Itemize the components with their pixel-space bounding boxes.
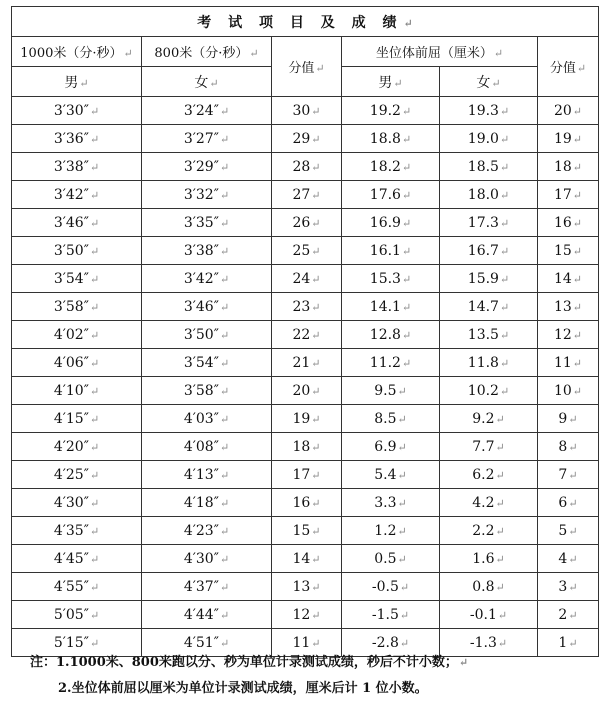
notes bbox=[30, 650, 468, 702]
cell-sit-reach-female: 16.7↵ bbox=[440, 237, 538, 265]
cell-score: 14↵ bbox=[272, 545, 342, 573]
cell-score: 13↵ bbox=[272, 573, 342, 601]
table-row bbox=[12, 97, 599, 125]
header-1000m: 1000米（分·秒）↵ bbox=[12, 37, 142, 67]
cell-score-2: 10↵ bbox=[538, 377, 599, 405]
cell-sit-reach-male: 17.6↵ bbox=[342, 181, 440, 209]
cell-1000m-male: 4′20″↵ bbox=[12, 433, 142, 461]
cell-score: 24↵ bbox=[272, 265, 342, 293]
cell-sit-reach-male: 16.9↵ bbox=[342, 209, 440, 237]
cell-800m-female: 3′54″↵ bbox=[142, 349, 272, 377]
cell-sit-reach-female: 9.2↵ bbox=[440, 405, 538, 433]
cell-sit-reach-male: 18.8↵ bbox=[342, 125, 440, 153]
cell-sit-reach-female: 18.0↵ bbox=[440, 181, 538, 209]
table-row bbox=[12, 601, 599, 629]
cell-800m-female: 3′27″↵ bbox=[142, 125, 272, 153]
cell-score: 17↵ bbox=[272, 461, 342, 489]
score-table bbox=[11, 6, 599, 657]
cell-sit-reach-female: 10.2↵ bbox=[440, 377, 538, 405]
cell-800m-female: 4′18″↵ bbox=[142, 489, 272, 517]
cell-score-2: 15↵ bbox=[538, 237, 599, 265]
cell-1000m-male: 5′05″↵ bbox=[12, 601, 142, 629]
cell-sit-reach-male: -1.5↵ bbox=[342, 601, 440, 629]
cell-sit-reach-female: 18.5↵ bbox=[440, 153, 538, 181]
cell-score: 21↵ bbox=[272, 349, 342, 377]
cell-score: 26↵ bbox=[272, 209, 342, 237]
cell-score: 27↵ bbox=[272, 181, 342, 209]
cell-sit-reach-female: 17.3↵ bbox=[440, 209, 538, 237]
cell-1000m-male: 3′58″↵ bbox=[12, 293, 142, 321]
note-line-2: 2.坐位体前屈以厘米为单位计录测试成绩，厘米后计 1 位小数。 bbox=[58, 681, 428, 696]
note-line-1: 注：1.1000米、800米跑以分、秒为单位计录测试成绩，秒后不计小数；↵ bbox=[30, 655, 469, 670]
cell-1000m-male: 3′46″↵ bbox=[12, 209, 142, 237]
cell-sit-reach-male: 16.1↵ bbox=[342, 237, 440, 265]
cell-score: 29↵ bbox=[272, 125, 342, 153]
cell-score-2: 13↵ bbox=[538, 293, 599, 321]
cell-score-2: 5↵ bbox=[538, 517, 599, 545]
cell-1000m-male: 5′15″↵ bbox=[12, 629, 142, 657]
header-sit-reach: 坐位体前屈（厘米）↵ bbox=[342, 37, 538, 67]
cell-sit-reach-male: 9.5↵ bbox=[342, 377, 440, 405]
cell-sit-reach-female: 0.8↵ bbox=[440, 573, 538, 601]
cell-sit-reach-male: 6.9↵ bbox=[342, 433, 440, 461]
table-row bbox=[12, 293, 599, 321]
cell-1000m-male: 3′38″↵ bbox=[12, 153, 142, 181]
cell-score-2: 16↵ bbox=[538, 209, 599, 237]
cell-sit-reach-female: 14.7↵ bbox=[440, 293, 538, 321]
table-title: 考 试 项 目 及 成 绩↵ bbox=[12, 7, 599, 37]
table-row bbox=[12, 545, 599, 573]
cell-sit-reach-male: 11.2↵ bbox=[342, 349, 440, 377]
cell-sit-reach-male: -0.5↵ bbox=[342, 573, 440, 601]
cell-sit-reach-female: 19.3↵ bbox=[440, 97, 538, 125]
cell-sit-reach-female: 7.7↵ bbox=[440, 433, 538, 461]
cell-score-2: 11↵ bbox=[538, 349, 599, 377]
cell-score: 22↵ bbox=[272, 321, 342, 349]
header-male: 男↵ bbox=[12, 67, 142, 97]
cell-1000m-male: 3′42″↵ bbox=[12, 181, 142, 209]
table-row bbox=[12, 489, 599, 517]
cell-sit-reach-female: -1.3↵ bbox=[440, 629, 538, 657]
cell-sit-reach-male: 12.8↵ bbox=[342, 321, 440, 349]
cell-sit-reach-male: 19.2↵ bbox=[342, 97, 440, 125]
header-female-2: 女↵ bbox=[440, 67, 538, 97]
cell-800m-female: 4′23″↵ bbox=[142, 517, 272, 545]
cell-sit-reach-male: -2.8↵ bbox=[342, 629, 440, 657]
cell-sit-reach-male: 15.3↵ bbox=[342, 265, 440, 293]
cell-1000m-male: 3′54″↵ bbox=[12, 265, 142, 293]
table-body bbox=[12, 97, 599, 657]
table-row bbox=[12, 517, 599, 545]
cell-800m-female: 3′32″↵ bbox=[142, 181, 272, 209]
cell-sit-reach-female: -0.1↵ bbox=[440, 601, 538, 629]
cell-score-2: 19↵ bbox=[538, 125, 599, 153]
cell-sit-reach-male: 3.3↵ bbox=[342, 489, 440, 517]
cell-score-2: 3↵ bbox=[538, 573, 599, 601]
cell-score-2: 8↵ bbox=[538, 433, 599, 461]
header-score: 分值↵ bbox=[272, 37, 342, 97]
cell-sit-reach-female: 11.8↵ bbox=[440, 349, 538, 377]
table-title-row bbox=[12, 7, 599, 37]
cell-sit-reach-male: 18.2↵ bbox=[342, 153, 440, 181]
cell-score-2: 7↵ bbox=[538, 461, 599, 489]
cell-800m-female: 3′35″↵ bbox=[142, 209, 272, 237]
table-row bbox=[12, 433, 599, 461]
cell-score: 20↵ bbox=[272, 377, 342, 405]
table-row bbox=[12, 573, 599, 601]
cell-score-2: 12↵ bbox=[538, 321, 599, 349]
cell-sit-reach-female: 13.5↵ bbox=[440, 321, 538, 349]
cell-800m-female: 3′42″↵ bbox=[142, 265, 272, 293]
table-row bbox=[12, 377, 599, 405]
cell-score-2: 20↵ bbox=[538, 97, 599, 125]
cell-sit-reach-female: 19.0↵ bbox=[440, 125, 538, 153]
cell-score: 18↵ bbox=[272, 433, 342, 461]
cell-score-2: 17↵ bbox=[538, 181, 599, 209]
header-row-1 bbox=[12, 37, 599, 67]
cell-800m-female: 3′24″↵ bbox=[142, 97, 272, 125]
cell-score: 28↵ bbox=[272, 153, 342, 181]
table-row bbox=[12, 125, 599, 153]
cell-800m-female: 3′38″↵ bbox=[142, 237, 272, 265]
table-row bbox=[12, 321, 599, 349]
cell-1000m-male: 3′36″↵ bbox=[12, 125, 142, 153]
cell-sit-reach-female: 6.2↵ bbox=[440, 461, 538, 489]
table-row bbox=[12, 153, 599, 181]
cell-sit-reach-male: 1.2↵ bbox=[342, 517, 440, 545]
cell-sit-reach-female: 4.2↵ bbox=[440, 489, 538, 517]
cell-1000m-male: 4′25″↵ bbox=[12, 461, 142, 489]
cell-1000m-male: 4′06″↵ bbox=[12, 349, 142, 377]
cell-1000m-male: 3′30″↵ bbox=[12, 97, 142, 125]
cell-sit-reach-female: 15.9↵ bbox=[440, 265, 538, 293]
cell-800m-female: 3′50″↵ bbox=[142, 321, 272, 349]
header-female: 女↵ bbox=[142, 67, 272, 97]
cell-score: 23↵ bbox=[272, 293, 342, 321]
cell-800m-female: 3′46″↵ bbox=[142, 293, 272, 321]
cell-1000m-male: 4′30″↵ bbox=[12, 489, 142, 517]
cell-score-2: 1↵ bbox=[538, 629, 599, 657]
cell-800m-female: 4′08″↵ bbox=[142, 433, 272, 461]
cell-sit-reach-male: 14.1↵ bbox=[342, 293, 440, 321]
table-row bbox=[12, 181, 599, 209]
table-row bbox=[12, 209, 599, 237]
cell-score-2: 18↵ bbox=[538, 153, 599, 181]
cell-sit-reach-female: 2.2↵ bbox=[440, 517, 538, 545]
cell-800m-female: 4′44″↵ bbox=[142, 601, 272, 629]
cell-score-2: 14↵ bbox=[538, 265, 599, 293]
table-row bbox=[12, 265, 599, 293]
cell-score-2: 4↵ bbox=[538, 545, 599, 573]
cell-1000m-male: 4′02″↵ bbox=[12, 321, 142, 349]
cell-score-2: 6↵ bbox=[538, 489, 599, 517]
cell-1000m-male: 4′35″↵ bbox=[12, 517, 142, 545]
cell-sit-reach-male: 8.5↵ bbox=[342, 405, 440, 433]
cell-800m-female: 4′13″↵ bbox=[142, 461, 272, 489]
cell-1000m-male: 3′50″↵ bbox=[12, 237, 142, 265]
cell-sit-reach-male: 0.5↵ bbox=[342, 545, 440, 573]
cell-800m-female: 4′03″↵ bbox=[142, 405, 272, 433]
cell-800m-female: 4′51″↵ bbox=[142, 629, 272, 657]
header-800m: 800米（分·秒）↵ bbox=[142, 37, 272, 67]
cell-score-2: 9↵ bbox=[538, 405, 599, 433]
header-score-2: 分值↵ bbox=[538, 37, 599, 97]
cell-score: 15↵ bbox=[272, 517, 342, 545]
cell-800m-female: 3′29″↵ bbox=[142, 153, 272, 181]
header-male-2: 男↵ bbox=[342, 67, 440, 97]
cell-1000m-male: 4′45″↵ bbox=[12, 545, 142, 573]
table-row bbox=[12, 405, 599, 433]
cell-800m-female: 4′30″↵ bbox=[142, 545, 272, 573]
cell-1000m-male: 4′15″↵ bbox=[12, 405, 142, 433]
table-row bbox=[12, 461, 599, 489]
cell-score: 25↵ bbox=[272, 237, 342, 265]
cell-sit-reach-female: 1.6↵ bbox=[440, 545, 538, 573]
cell-1000m-male: 4′55″↵ bbox=[12, 573, 142, 601]
table-row bbox=[12, 349, 599, 377]
cell-score: 11↵ bbox=[272, 629, 342, 657]
cell-score-2: 2↵ bbox=[538, 601, 599, 629]
cell-score: 12↵ bbox=[272, 601, 342, 629]
cell-sit-reach-male: 5.4↵ bbox=[342, 461, 440, 489]
cell-800m-female: 3′58″↵ bbox=[142, 377, 272, 405]
cell-score: 16↵ bbox=[272, 489, 342, 517]
table-row bbox=[12, 237, 599, 265]
cell-800m-female: 4′37″↵ bbox=[142, 573, 272, 601]
cell-score: 19↵ bbox=[272, 405, 342, 433]
cell-score: 30↵ bbox=[272, 97, 342, 125]
cell-1000m-male: 4′10″↵ bbox=[12, 377, 142, 405]
